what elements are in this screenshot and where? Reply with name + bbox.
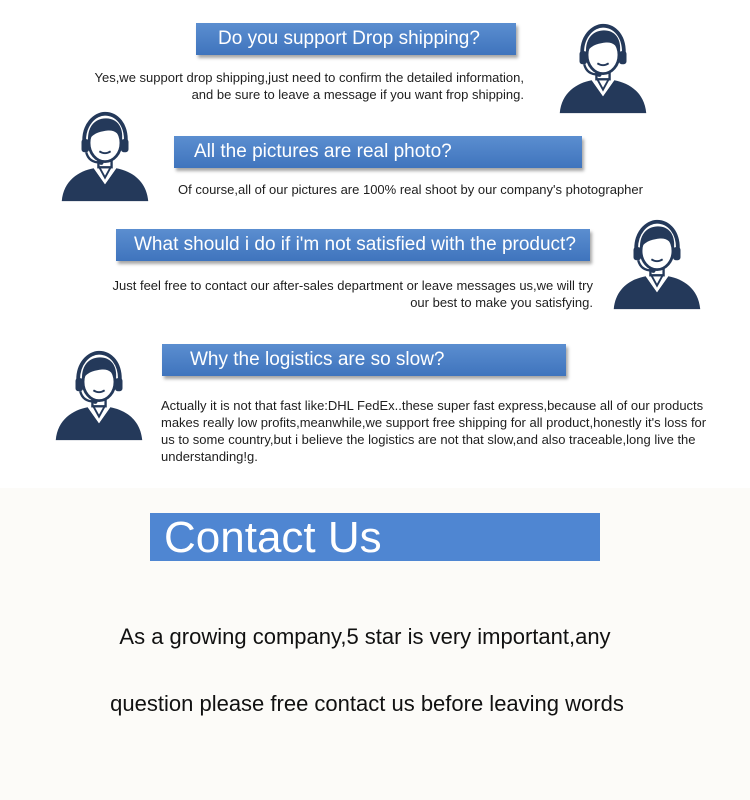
faq-answer-1-line-2: and be sure to leave a message if you want frop shipping.: [191, 87, 524, 102]
customer-service-agent-icon: [52, 343, 146, 447]
faq-answer-2: [178, 181, 678, 198]
faq-answer-4: [161, 397, 736, 465]
faq-answer-4-line-4: understanding!g.: [161, 449, 258, 464]
faq-question-1: Do you support Drop shipping?: [196, 23, 516, 55]
faq-question-4: Why the logistics are so slow?: [162, 344, 566, 376]
customer-service-agent-icon: [556, 16, 650, 120]
faq-answer-4-line-3: us to some country,but i believe the logistics are not that slow,and also traceable,long live the: [161, 432, 696, 447]
contact-message-line-1: As a growing company,5 star is very important,any: [119, 624, 611, 649]
faq-question-3: What should i do if i'm not satisfied with the product?: [116, 229, 590, 261]
faq-answer-3: [60, 277, 593, 311]
faq-question-2: All the pictures are real photo?: [174, 136, 582, 168]
faq-answer-3-line-1: Just feel free to contact our after-sales department or leave messages us,we will try: [112, 278, 593, 293]
faq-answer-4-line-2: makes really low profits,meanwhile,we support free shipping for all product,honestly it's loss for: [161, 415, 707, 430]
customer-service-agent-icon: [58, 104, 152, 208]
faq-answer-1: [60, 69, 524, 103]
contact-message-line-2: question please free contact us before leaving words: [110, 691, 624, 716]
faq-answer-4-line-1: Actually it is not that fast like:DHL FedEx..these super fast express,because all of our products: [161, 398, 704, 413]
faq-answer-1-line-1: Yes,we support drop shipping,just need to confirm the detailed information,: [94, 70, 524, 85]
faq-answer-2-line-1: Of course,all of our pictures are 100% real shoot by our company's photographer: [178, 182, 643, 197]
contact-us-heading: Contact Us: [150, 513, 600, 561]
customer-service-agent-icon: [610, 212, 704, 316]
faq-answer-3-line-2: our best to make you satisfying.: [410, 295, 593, 310]
